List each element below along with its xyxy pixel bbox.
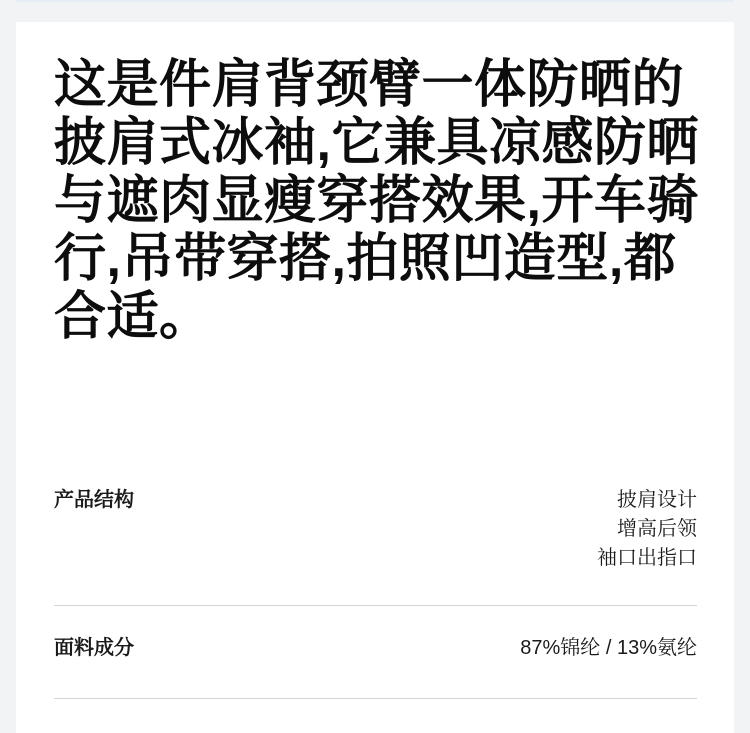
spec-values-fabric [520,634,697,663]
spec-value-line: 增高后领 [617,518,697,540]
intro-line: 与遮肉显瘦穿搭效果,开车骑 [54,172,699,230]
divider [54,698,697,699]
intro-line: 合适。 [54,288,212,346]
spec-value-line: 袖口出指口 [597,547,697,569]
previous-section-edge [16,0,734,2]
spec-label-fabric: 面料成分 [54,637,134,659]
intro-line: 行,吊带穿搭,拍照凹造型,都 [54,230,677,288]
intro-line: 这是件肩背颈臂一体防晒的 [54,56,685,114]
spec-label-structure: 产品结构 [54,489,134,511]
spec-value-line: 披肩设计 [617,489,697,511]
spec-row-fabric [54,634,697,663]
spec-row-structure [54,486,697,573]
spec-value-line: 87%锦纶 / 13%氨纶 [520,637,697,659]
divider [54,605,697,606]
intro-line: 披肩式冰袖,它兼具凉感防晒 [54,114,699,172]
product-description-card [16,22,734,733]
spec-list [54,486,697,699]
intro-paragraph [54,56,697,346]
spec-values-structure [597,486,697,573]
